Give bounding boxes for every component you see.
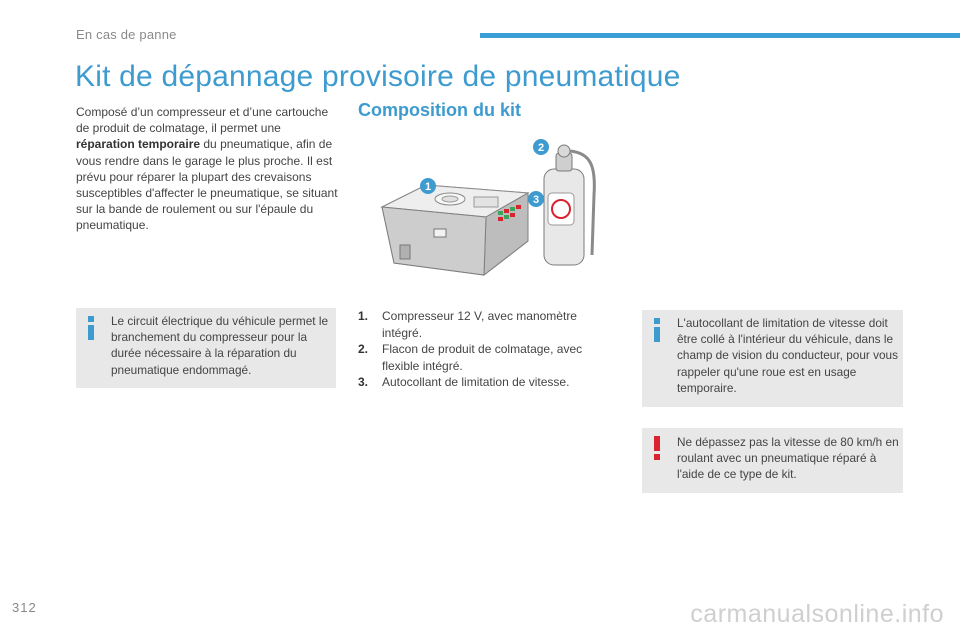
callout-2-label: 2 [537,142,545,154]
header-accent-bar [480,33,960,38]
list-item-number: 3. [358,375,369,389]
list-item [358,341,618,374]
list-item-text: Flacon de produit de colmatage, avec flexible intégré. [382,342,583,373]
list-item-text: Autocollant de limitation de vitesse. [382,375,570,389]
list-item-number: 2. [358,342,369,356]
info-box-sticker [642,310,903,407]
warning-box-text: Ne dépassez pas la vitesse de 80 km/h en roulant avec un pneumatique réparé à l'aide de ce type de kit. [677,435,899,482]
callout-1 [420,178,436,194]
list-item [358,308,618,341]
compressor-illustration [382,185,528,275]
list-item [358,374,618,391]
intro-text-1: Composé d’un compresseur et d’une cartouche de produit de colmatage, il permet une [76,105,329,136]
intro-text-2: du pneumatique, afin de vous rendre dans le garage le plus proche. Il est prévu pour réparer la plupart des crevaisons susceptibles d'affecter le pneumatique, se situant sur la bande de roulement ou sur l'épaule du pneumatique. [76,137,338,233]
sealant-bottle-illustration [544,145,594,265]
info-box-electrical [76,308,336,388]
callout-1-label: 1 [424,181,432,193]
page-number: 312 [12,600,37,615]
intro-paragraph [76,104,338,234]
page-heading: Kit de dépannage provisoire de pneumatique [75,60,681,93]
list-item-text: Compresseur 12 V, avec manomètre intégré. [382,309,577,340]
callout-2 [533,139,549,155]
kit-heading: Composition du kit [358,100,521,120]
info-box-text: Le circuit électrique du véhicule permet le branchement du compresseur pour la durée nécessaire à la réparation du pneumatique endommagé. [111,314,329,377]
callout-3-label: 3 [532,194,540,206]
section-title: En cas de panne [76,27,177,42]
repair-kit-illustration [378,135,603,285]
kit-parts-list [358,308,618,391]
warning-box-speed [642,428,903,493]
callout-3 [528,191,544,207]
intro-bold-text: réparation temporaire [76,137,201,152]
watermark: carmanualsonline.info [690,600,944,628]
list-item-number: 1. [358,309,369,323]
info-box-text: L'autocollant de limitation de vitesse doit être collé à l'intérieur du véhicule, dans le champ de vision du conducteur, pour vous rappeler qu'une roue est en usage temporaire. [677,316,899,395]
